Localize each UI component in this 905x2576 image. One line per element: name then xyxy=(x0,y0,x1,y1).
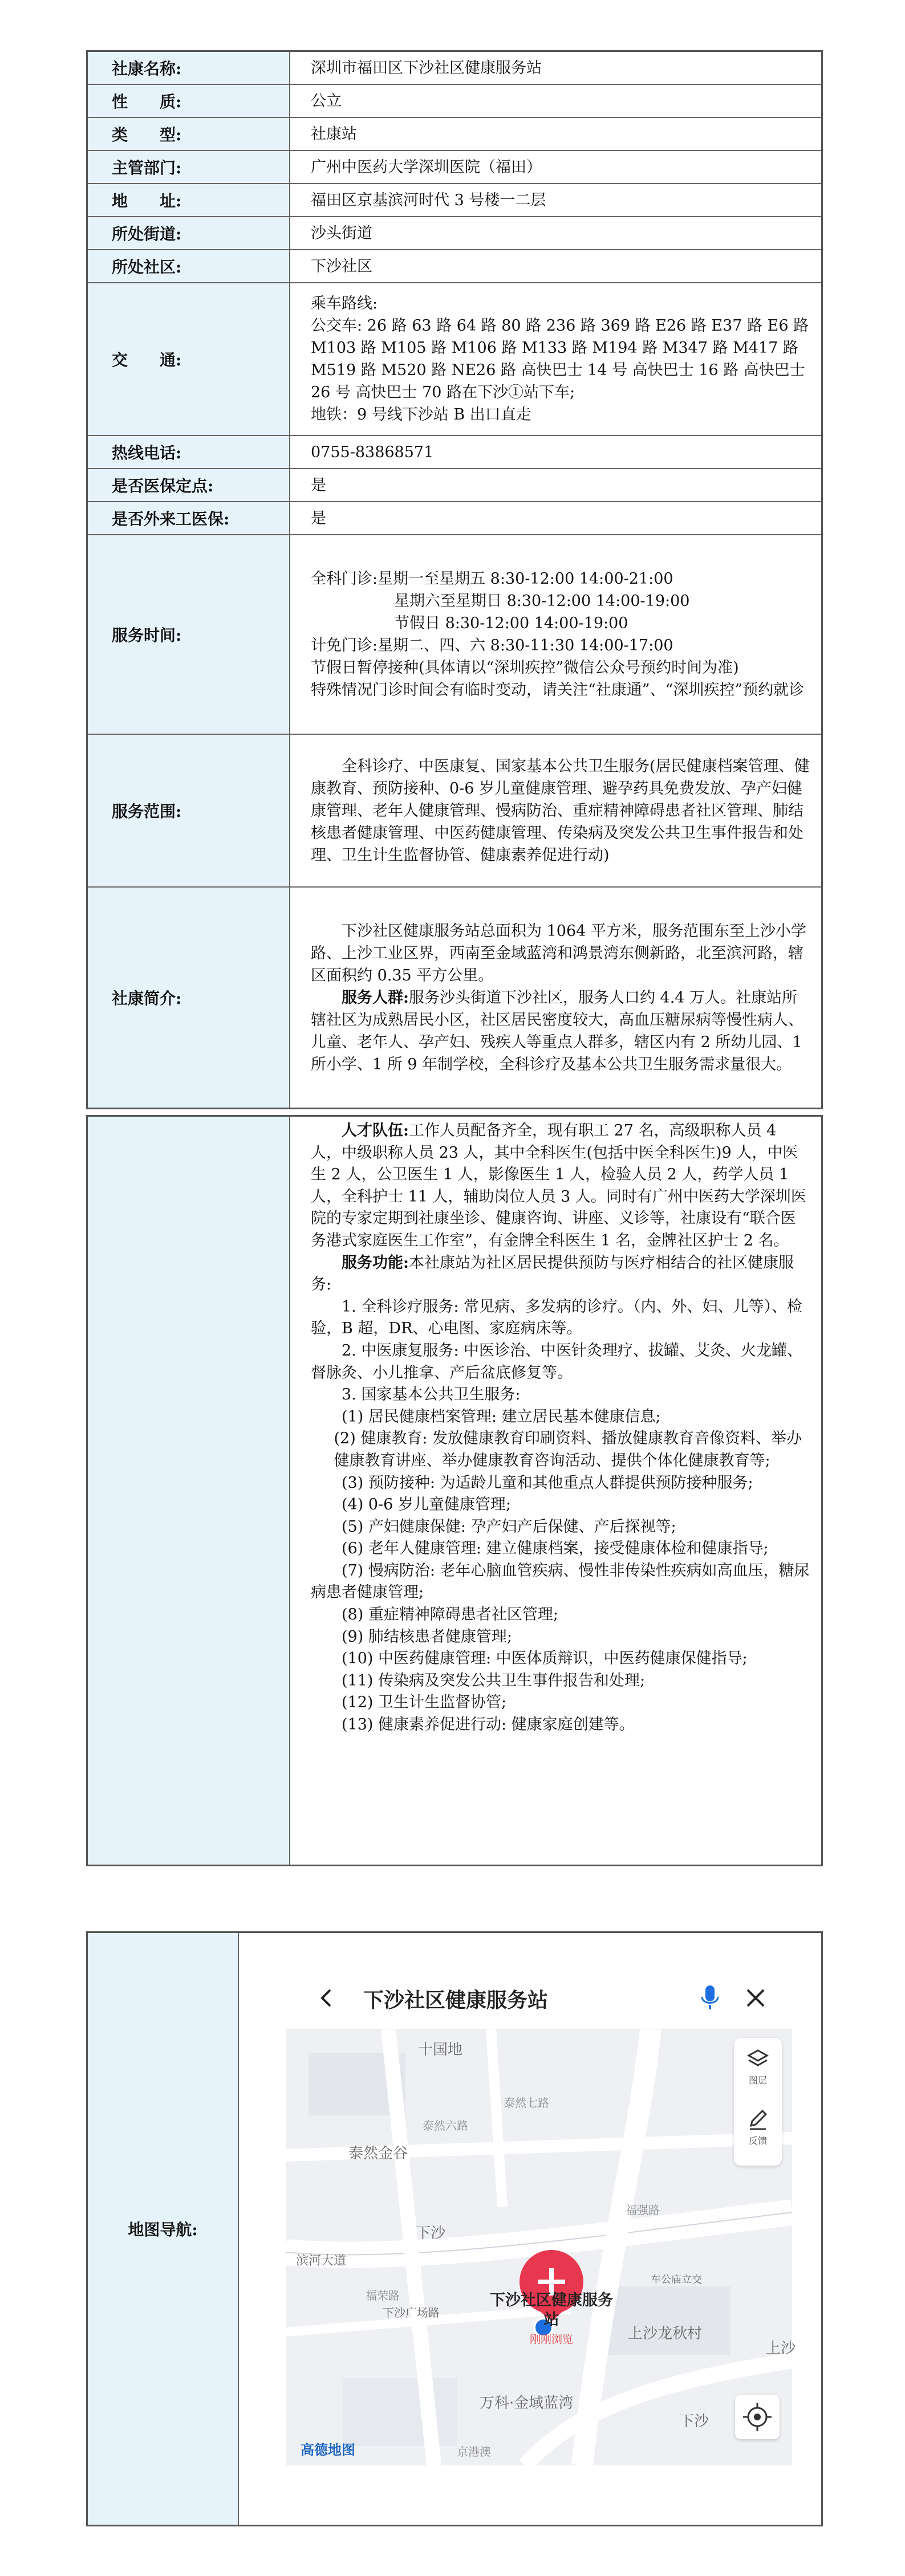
map-label: 十国地 xyxy=(418,2041,463,2058)
row-hours xyxy=(88,535,821,735)
func-item: (11) 传染病及突发公共卫生事件报告和处理; xyxy=(342,1671,646,1690)
label-hotline: 热线电话: xyxy=(88,436,290,468)
func-item: 1. 全科诊疗服务: 常见病、多发病的诊疗。（内、外、妇、儿等）、检验，B 超，DR、心电图、家庭病床等。 xyxy=(311,1297,803,1338)
feedback-label: 反馈 xyxy=(748,2135,767,2146)
team-title: 人才队伍: xyxy=(342,1122,409,1140)
feedback-icon[interactable] xyxy=(746,2109,769,2131)
map-label: 车公庙立交 xyxy=(651,2274,702,2286)
map-label: 万科·金域蓝湾 xyxy=(480,2395,574,2412)
row-scope xyxy=(88,735,821,888)
label-hours: 服务时间: xyxy=(88,535,290,734)
intro-p2-title: 服务人群: xyxy=(342,988,409,1007)
map-label: 滨河大道 xyxy=(296,2254,347,2268)
label-street: 所处街道: xyxy=(88,217,290,249)
label-migrant: 是否外来工医保: xyxy=(88,502,290,534)
road-label: 泰然六路 xyxy=(423,2119,468,2133)
road-label: 福荣路 xyxy=(366,2289,400,2302)
map-table xyxy=(86,1931,823,2526)
row-insurance xyxy=(88,469,821,502)
intro-p2 xyxy=(311,987,811,1076)
func-item: (12) 卫生计生监督协管; xyxy=(342,1694,507,1712)
row-nature xyxy=(88,85,821,118)
value-community: 下沙社区 xyxy=(311,257,372,275)
intro-p1: 下沙社区健康服务站总面积为 1064 平方米，服务范围东至上沙小学路、上沙工业区界，西南至金域蓝湾和鸿景湾东侧新路，北至滨河路，辖区面积约 0.35 平方公里。 xyxy=(311,922,806,984)
func-item: (7) 慢病防治: 老年心脑血管疾病、慢性非传染性疾病如高血压，糖尿病患者健康管理; xyxy=(311,1561,810,1602)
func-item: (6) 老年人健康管理: 建立健康档案，接受健康体检和健康指导; xyxy=(342,1540,769,1558)
map-label: 下沙 xyxy=(679,2413,709,2430)
map-label: 上沙龙秋村 xyxy=(628,2325,703,2342)
func-title: 服务功能: xyxy=(342,1254,409,1272)
map-label: 泰然金谷 xyxy=(348,2145,408,2162)
traffic-line: 公交车: 26 路 63 路 64 路 80 路 236 路 369 路 E26 路 E37 路 E6 路 M103 路 M105 路 M106 路 M133 路 M194 路 M347 路 M417 路 M519 路 M520 路 NE26 路 高快巴士 14 号 高快巴士 16 路 高快巴士 26 号 高快巴士 70 路在下沙①站下车; xyxy=(311,317,809,401)
label-type: 类 型: xyxy=(88,118,290,150)
row-street xyxy=(88,217,821,250)
label-dept: 主管部门: xyxy=(88,151,290,183)
voice-icon[interactable] xyxy=(697,1983,723,2012)
row-migrant xyxy=(88,502,821,535)
func-item: (2) 健康教育: 发放健康教育印刷资料、播放健康教育音像资料、举办健康教育讲座、举办健康教育咨询活动、提供个体化健康教育等; xyxy=(334,1430,802,1470)
row-address xyxy=(88,184,821,217)
func-item: (5) 产妇健康保健: 孕产妇产后保健、产后探视等; xyxy=(342,1517,676,1536)
hours-line: 全科门诊:星期一至星期五 8:30-12:00 14:00-21:00 xyxy=(311,570,673,588)
map-label: 下沙 xyxy=(416,2225,446,2242)
traffic-line: 乘车路线: xyxy=(311,295,378,312)
func-text: 本社康站为社区居民提供预防与医疗相结合的社区健康服务: xyxy=(311,1254,794,1294)
poi-status: 刚刚浏览 xyxy=(529,2333,573,2346)
value-traffic xyxy=(290,283,821,435)
value-intro xyxy=(290,888,821,1108)
value-hotline: 0755-83868571 xyxy=(311,443,434,461)
value-address: 福田区京基滨河时代 3 号楼一二层 xyxy=(311,191,546,209)
value-nature: 公立 xyxy=(311,92,342,110)
info-table xyxy=(86,50,823,1109)
value-insurance: 是 xyxy=(311,476,326,494)
value-type: 社康站 xyxy=(311,125,357,143)
detail-table xyxy=(86,1115,823,1866)
label-nature: 性 质: xyxy=(88,85,290,117)
intro-p2-text: 服务沙头街道下沙社区，服务人口约 4.4 万人。社康站所辖社区为成熟居民小区，社区居民密度较大，高血压糖尿病等慢性病人、儿童、老年人、孕产妇、残疾人等重点人群多，辖区内有 2 所幼儿园、1 所小学、1 所 9 年制学校，全科诊疗及基本公共卫生服务需求量很大。 xyxy=(311,988,803,1073)
row-name xyxy=(88,52,821,85)
row-hotline xyxy=(88,436,821,469)
hours-line: 节假日 8:30-12:00 14:00-19:00 xyxy=(394,615,628,632)
func-item: (4) 0-6 岁儿童健康管理; xyxy=(342,1496,511,1514)
label-map: 地图导航: xyxy=(88,1933,239,2525)
back-icon[interactable] xyxy=(315,1987,338,2009)
row-community xyxy=(88,250,821,283)
label-traffic: 交 通: xyxy=(88,283,290,435)
label-intro: 社康简介: xyxy=(88,888,290,1108)
func-item: (9) 肺结核患者健康管理; xyxy=(342,1627,512,1646)
label-community: 所处社区: xyxy=(88,250,290,282)
layers-label: 图层 xyxy=(748,2075,767,2086)
value-name: 深圳市福田区下沙社区健康服务站 xyxy=(311,59,542,77)
value-detail xyxy=(290,1117,821,1865)
map-label: 上沙 xyxy=(766,2340,796,2357)
scope-text: 全科诊疗、中医康复、国家基本公共卫生服务(居民健康档案管理、健康教育、预防接种、0-6 岁儿童健康管理、避孕药具免费发放、孕产妇健康管理、老年人健康管理、慢病防治、重症精神障碍患者社区管理、肺结核患者健康管理、中医药健康管理、传染病及突发公共卫生事件报告和处理、卫生计生监督协管、健康素养促进行动) xyxy=(311,757,810,864)
func-item: (10) 中医药健康管理: 中医体质辩识，中医药健康保健指导; xyxy=(342,1650,748,1668)
poi-name[interactable]: 下沙社区健康服务站 xyxy=(490,2292,613,2329)
func-item: (8) 重症精神障碍患者社区管理; xyxy=(342,1606,558,1624)
road-label: 京港澳 xyxy=(457,2445,491,2459)
label-detail-empty xyxy=(88,1117,290,1865)
hours-line: 星期六至星期日 8:30-12:00 14:00-19:00 xyxy=(394,592,690,610)
hours-line: 节假日暂停接种(具体请以“深圳疾控”微信公众号预约时间为准) xyxy=(311,659,739,677)
value-migrant: 是 xyxy=(311,509,326,527)
value-hours xyxy=(290,535,821,734)
map-title: 下沙社区健康服务站 xyxy=(363,1989,549,2012)
row-intro xyxy=(88,888,821,1108)
func-item: 2. 中医康复服务: 中医诊治、中医针灸理疗、拔罐、艾灸、火龙罐、督脉灸、小儿推拿、产后盆底修复等。 xyxy=(311,1341,803,1382)
team-text: 工作人员配备齐全，现有职工 27 名，高级职称人员 4 人，中级职称人员 23 人，其中全科医生(包括中医全科医生)9 人，中医生 2 人，公卫医生 1 人，影像医生 1 人，检验人员 2 人，药学人员 1 人，全科护士 11 人，辅助岗位人员 3 人。同时有广州中医药大学深圳医院的专家定期到社康坐诊、健康咨询、讲座、义诊等，社康设有“联合医务港式家庭医生工作室”，有金牌全科医生 1 名，金牌社区护士 2 名。 xyxy=(311,1122,806,1250)
hours-line: 特殊情况门诊时间会有临时变动，请关注“社康通”、“深圳疾控”预约就诊 xyxy=(311,681,805,699)
func-paragraph xyxy=(311,1252,811,1296)
map-roads xyxy=(286,1967,792,2465)
map-screenshot[interactable] xyxy=(286,1967,796,2465)
road-label: 福强路 xyxy=(626,2203,660,2217)
road-label: 泰然七路 xyxy=(504,2096,549,2110)
func-item: 3. 国家基本公共卫生服务: xyxy=(342,1386,521,1404)
team-paragraph xyxy=(311,1120,811,1252)
layers-icon[interactable] xyxy=(746,2048,769,2071)
row-traffic xyxy=(88,283,821,436)
value-scope xyxy=(290,735,821,886)
locate-icon xyxy=(735,2395,780,2439)
func-item: (1) 居民健康档案管理: 建立居民基本健康信息; xyxy=(342,1407,661,1426)
func-item: (13) 健康素养促进行动: 健康家庭创建等。 xyxy=(342,1716,635,1734)
map-cell xyxy=(239,1933,821,2525)
hours-line: 计免门诊:星期二、四、六 8:30-11:30 14:00-17:00 xyxy=(311,637,673,654)
label-scope: 服务范围: xyxy=(88,735,290,886)
amap-logo: 高德地图 xyxy=(301,2442,355,2458)
row-type xyxy=(88,118,821,151)
map-label: 下沙广场路 xyxy=(383,2306,440,2319)
map-top-bar xyxy=(286,1967,792,2029)
traffic-line: 地铁：9 号线下沙站 B 出口直走 xyxy=(311,406,531,424)
close-icon[interactable] xyxy=(744,1987,767,2009)
map-side-tools xyxy=(734,2038,782,2166)
value-street: 沙头街道 xyxy=(311,224,372,242)
label-insurance: 是否医保定点: xyxy=(88,469,290,501)
locate-button[interactable] xyxy=(735,2395,780,2439)
label-address: 地 址: xyxy=(88,184,290,216)
row-dept xyxy=(88,151,821,184)
func-item: (3) 预防接种: 为适龄儿童和其他重点人群提供预防接种服务; xyxy=(342,1474,753,1492)
row-map xyxy=(88,1933,821,2525)
value-dept: 广州中医药大学深圳医院（福田） xyxy=(311,158,542,176)
row-detail xyxy=(88,1117,821,1865)
label-name: 社康名称: xyxy=(88,52,290,84)
